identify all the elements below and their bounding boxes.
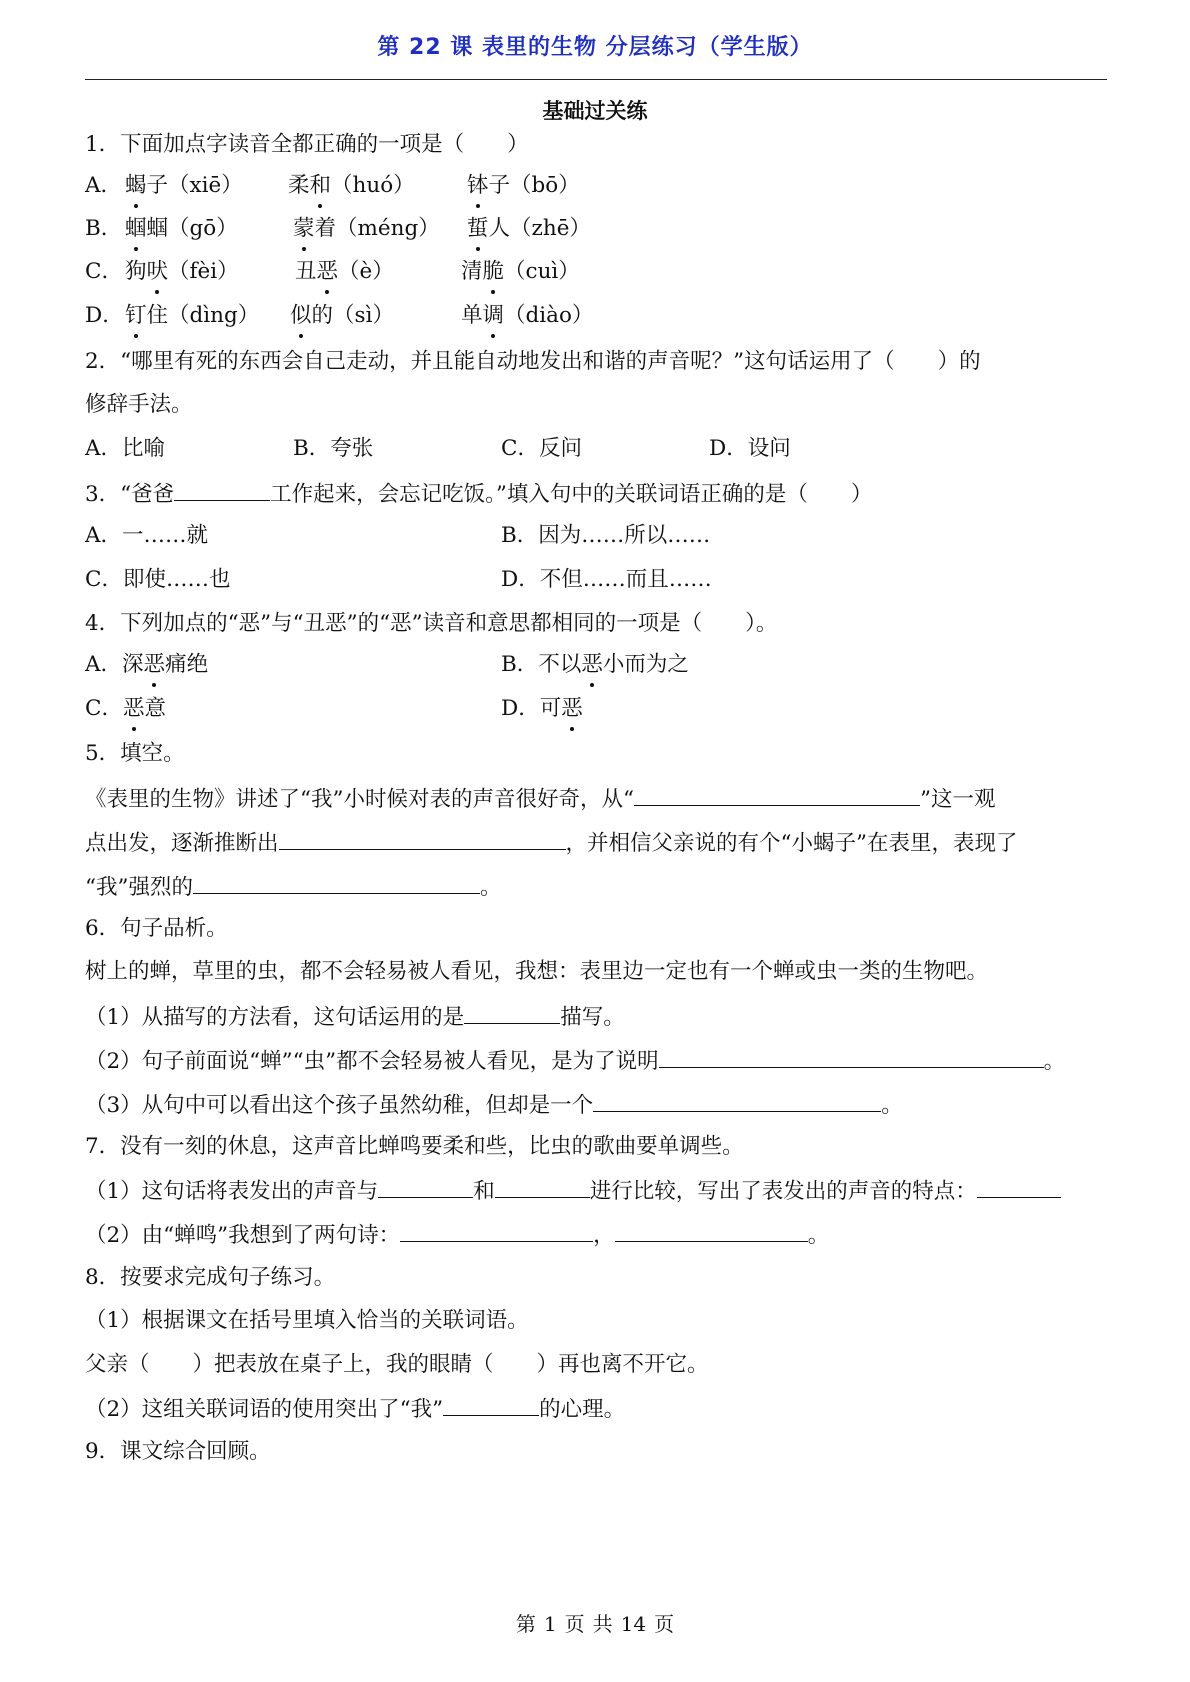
q2-stem-line2: 修辞手法。 — [85, 392, 193, 417]
page-footer: 第 1 页 共 14 页 — [515, 1612, 675, 1636]
q3-option-a[interactable]: A．一……就 — [85, 523, 209, 548]
header-divider — [85, 79, 1107, 80]
q5-stem: 5．填空。 — [85, 741, 185, 766]
q1-a-word3: 钵子（bō） — [467, 171, 580, 201]
q1-b-word2: 蒙着（méng） — [293, 214, 440, 244]
q3-option-b[interactable]: B．因为……所以…… — [501, 523, 711, 548]
q3-option-c[interactable]: C．即使……也 — [85, 567, 231, 592]
q4-option-c[interactable]: C．恶意 — [85, 694, 166, 724]
q4-option-b[interactable]: B．不以恶小而为之 — [501, 650, 689, 680]
q5-blank-3[interactable] — [193, 871, 480, 894]
current-page-number: 1 — [543, 1612, 557, 1636]
q7-sub2: （2）由“蝉鸣”我想到了两句诗： ， 。 — [85, 1219, 829, 1251]
q7-stem: 7．没有一刻的休息，这声音比蝉鸣要柔和些，比虫的歌曲要单调些。 — [85, 1134, 744, 1159]
page-header-title: 第 22 课 表里的生物 分层练习（学生版） — [377, 35, 813, 60]
q7-sub1: （1）这句话将表发出的声音与 和 进行比较，写出了表发出的声音的特点： — [85, 1175, 1061, 1207]
q6-sub2: （2）句子前面说“蝉”“虫”都不会轻易被人看见，是为了说明 。 — [85, 1045, 1065, 1077]
q8-sentence: 父亲（ ）把表放在桌子上，我的眼睛（ ）再也离不开它。 — [85, 1352, 709, 1377]
q4-option-d[interactable]: D．可恶 — [501, 694, 583, 724]
q8-sub1: （1）根据课文在括号里填入恰当的关联词语。 — [85, 1308, 529, 1333]
q6-stem: 6．句子品析。 — [85, 916, 228, 941]
q1-d-word1: 钉住（dìng） — [125, 301, 259, 331]
q5-line1: 《表里的生物》讲述了“我”小时候对表的声音很好奇，从“ ”这一观 — [85, 783, 995, 815]
q2-stem-line1: 2．“哪里有死的东西会自己走动，并且能自动地发出和谐的声音呢？”这句话运用了（ ）的 — [85, 349, 981, 374]
q6-blank-1[interactable] — [464, 1001, 560, 1024]
q4-stem: 4．下列加点的“恶”与“丑恶”的“恶”读音和意思都相同的一项是（ ）。 — [85, 611, 778, 636]
q3-stem: 3．“爸爸 工作起来，会忘记吃饭。”填入句中的关联词语正确的是（ ） — [85, 478, 872, 510]
q6-text: 树上的蝉，草里的虫，都不会轻易被人看见，我想：表里边一定也有一个蝉或虫一类的生物吧。 — [85, 959, 989, 984]
q8-stem: 8．按要求完成句子练习。 — [85, 1265, 336, 1290]
q1-c-word3: 清脆（cuì） — [461, 257, 580, 287]
q1-c-word2: 丑恶（è） — [295, 257, 394, 287]
q8-sub2: （2）这组关联词语的使用突出了“我” 的心理。 — [85, 1393, 625, 1425]
q6-sub1: （1）从描写的方法看，这句话运用的是 描写。 — [85, 1001, 625, 1033]
q1-b-word3: 蜇人（zhē） — [467, 214, 591, 244]
total-pages: 14 — [620, 1612, 647, 1636]
q1-stem: 1．下面加点字读音全都正确的一项是（ ） — [85, 132, 529, 157]
q6-sub3: （3）从句中可以看出这个孩子虽然幼稚，但却是一个 。 — [85, 1089, 903, 1121]
q3-blank[interactable] — [174, 478, 270, 501]
q1-b-word1: 蝈蝈（gō） — [125, 214, 238, 244]
q3-option-d[interactable]: D．不但……而且…… — [501, 567, 712, 592]
section-title: 基础过关练 — [542, 99, 648, 123]
q5-line3: “我”强烈的 。 — [85, 871, 502, 903]
q2-option-d[interactable]: D．设问 — [709, 436, 791, 461]
q1-a-word2: 柔和（huó） — [288, 171, 415, 201]
q5-blank-1[interactable] — [634, 783, 920, 806]
q2-option-b[interactable]: B．夸张 — [293, 436, 374, 461]
q7-blank-5[interactable] — [615, 1219, 808, 1242]
q1-d-word3: 单调（diào） — [461, 301, 593, 331]
q8-blank[interactable] — [443, 1393, 539, 1416]
q4-option-a[interactable]: A．深恶痛绝 — [85, 650, 208, 680]
q9-stem: 9．课文综合回顾。 — [85, 1439, 271, 1464]
q7-blank-2[interactable] — [495, 1175, 590, 1198]
q2-option-c[interactable]: C．反问 — [501, 436, 582, 461]
q7-blank-1[interactable] — [378, 1175, 473, 1198]
q7-blank-4[interactable] — [400, 1219, 593, 1242]
q6-blank-2[interactable] — [659, 1045, 1044, 1068]
q6-blank-3[interactable] — [593, 1089, 881, 1112]
q1-a-word1: 蝎子（xiē） — [125, 171, 243, 201]
q1-d-word2: 似的（sì） — [290, 301, 394, 331]
q5-blank-2[interactable] — [279, 827, 566, 850]
q7-blank-3[interactable] — [977, 1175, 1061, 1198]
q2-option-a[interactable]: A．比喻 — [85, 436, 166, 461]
q5-line2: 点出发，逐渐推断出 ，并相信父亲说的有个“小蝎子”在表里，表现了 — [85, 827, 1018, 859]
q1-c-word1: 狗吠（fèi） — [125, 257, 239, 287]
